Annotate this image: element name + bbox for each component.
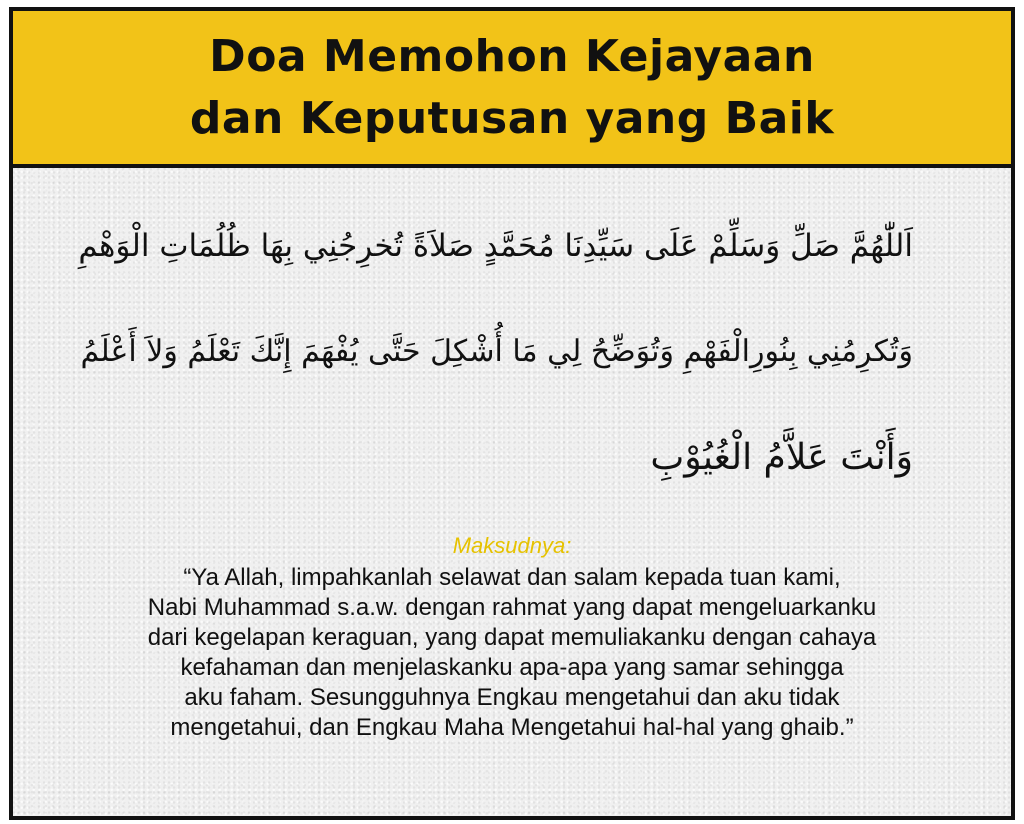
poster-frame (9, 7, 1015, 820)
meaning-label: Maksudnya: (452, 533, 572, 558)
translation-line-6: mengetahui, dan Engkau Maha Mengetahui hal-hal yang ghaib.” (170, 714, 854, 741)
title-line-2: dan Keputusan yang Baik (189, 93, 835, 144)
arabic-prayer-text (73, 201, 913, 519)
title-banner (13, 11, 1011, 168)
translation-line-5: aku faham. Sesungguhnya Engkau mengetahui dan aku tidak (184, 684, 840, 711)
arabic-line-2: وَتُكرِمُنِي بِنُورِالْفَهْمِ وَتُوَضِّحُ لِي مَا أُشْكِلَ حَتَّى يُفْهَمَ إِنَّكَ تَعْلَمُ وَلاَ أَعْلَمُ (80, 334, 913, 369)
translation-line-3: dari kegelapan keraguan, yang dapat memuliakanku dengan cahaya (147, 624, 877, 651)
title-line-1: Doa Memohon Kejayaan (209, 31, 815, 82)
translation-line-2: Nabi Muhammad s.a.w. dengan rahmat yang dapat mengeluarkanku (147, 594, 877, 621)
translation-text (33, 563, 991, 743)
arabic-line-3: وَأَنْتَ عَلاَّمُ الْغُيُوْبِ (650, 437, 913, 478)
translation-line-1: “Ya Allah, limpahkanlah selawat dan salam kepada tuan kami, (183, 564, 841, 591)
arabic-line-1: اَللّٰهُمَّ صَلِّ وَسَلِّمْ عَلَى سَيِّدِنَا مُحَمَّدٍ صَلاَةً تُخرِجُنِي بِهَا ظُلُمَاتِ الْوَهْمِ (78, 228, 913, 264)
translation-line-4: kefahaman dan menjelaskanku apa-apa yang samar sehingga (180, 654, 844, 681)
